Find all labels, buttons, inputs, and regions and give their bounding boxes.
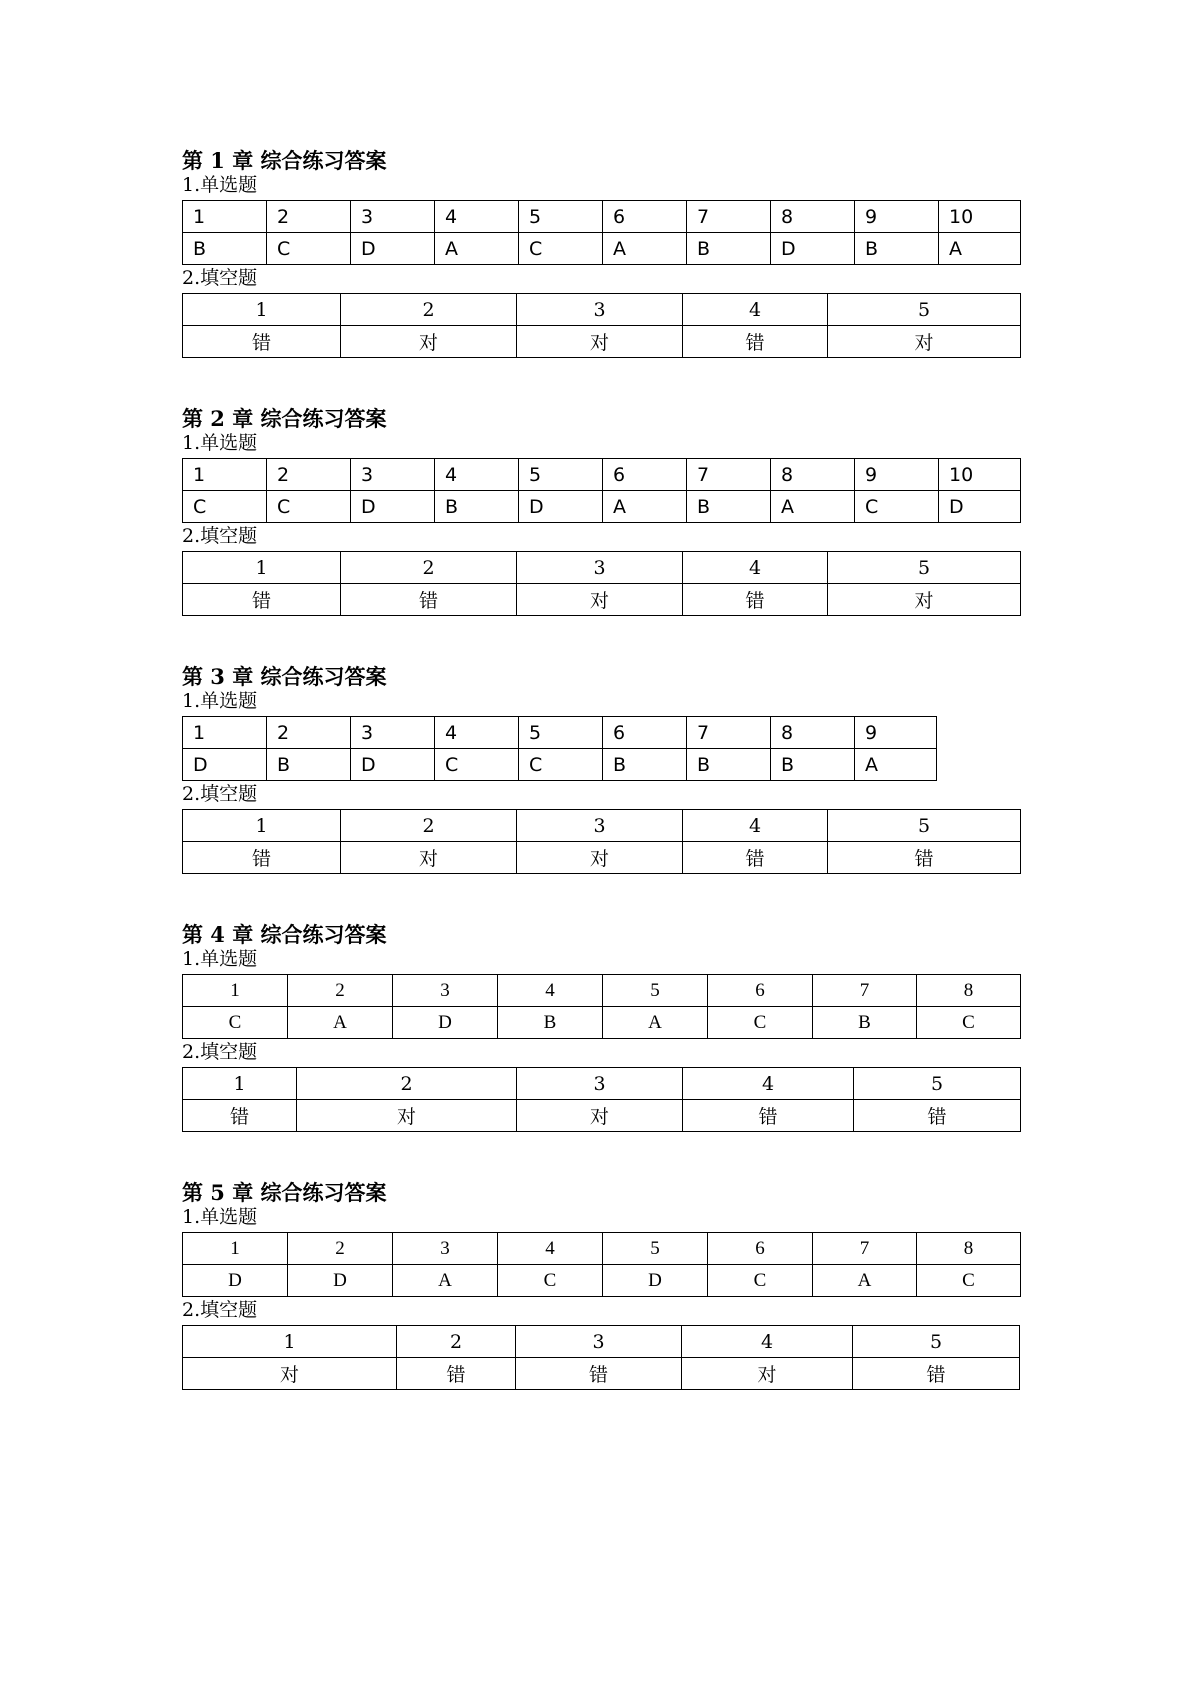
question-number-cell: 1 <box>183 1068 297 1100</box>
question-number-cell: 3 <box>517 294 683 326</box>
fill-blank-table <box>182 293 1021 358</box>
question-number-cell: 3 <box>351 717 435 749</box>
answer-cell: 错 <box>828 842 1021 874</box>
question-number-cell: 7 <box>687 717 771 749</box>
answer-cell: 对 <box>341 842 517 874</box>
question-number-cell: 4 <box>683 1068 854 1100</box>
answer-cell: B <box>687 491 771 523</box>
question-number-cell: 7 <box>687 459 771 491</box>
multiple-choice-table <box>182 1232 1021 1297</box>
question-number-cell: 5 <box>853 1326 1020 1358</box>
question-number-cell: 2 <box>288 975 393 1007</box>
question-number-cell: 2 <box>267 201 351 233</box>
multiple-choice-label: 1.单选题 <box>182 1206 258 1228</box>
fill-blank-table <box>182 1067 1021 1132</box>
answer-cell: 对 <box>517 842 683 874</box>
question-number-cell: 7 <box>813 1233 917 1265</box>
answer-cell: 对 <box>828 584 1021 616</box>
question-number-cell: 2 <box>297 1068 517 1100</box>
answer-cell: 错 <box>854 1100 1021 1132</box>
multiple-choice-table <box>182 200 1021 265</box>
question-number-cell: 1 <box>183 975 288 1007</box>
answer-row <box>183 233 1021 265</box>
chapter-title: 第 4 章 综合练习答案 <box>182 922 387 947</box>
fill-blank-label: 2.填空题 <box>182 267 258 289</box>
chapter-1 <box>182 146 1020 358</box>
answer-row <box>183 491 1021 523</box>
answer-row <box>183 1358 1020 1390</box>
question-number-cell: 3 <box>517 552 683 584</box>
question-number-cell: 6 <box>603 717 687 749</box>
fill-blank-label: 2.填空题 <box>182 525 258 547</box>
question-number-cell: 2 <box>397 1326 516 1358</box>
answer-cell: B <box>183 233 267 265</box>
answer-cell: C <box>855 491 939 523</box>
question-number-cell: 5 <box>828 294 1021 326</box>
answer-cell: A <box>855 749 937 781</box>
question-number-cell: 1 <box>183 1326 397 1358</box>
question-number-cell: 4 <box>498 1233 603 1265</box>
answer-cell: B <box>603 749 687 781</box>
number-row <box>183 552 1021 584</box>
answer-cell: A <box>393 1265 498 1297</box>
question-number-cell: 8 <box>771 459 855 491</box>
question-number-cell: 10 <box>939 201 1021 233</box>
fill-blank-table <box>182 1325 1020 1390</box>
answer-cell: D <box>351 749 435 781</box>
number-row <box>183 717 937 749</box>
question-number-cell: 1 <box>183 1233 288 1265</box>
answer-cell: C <box>519 233 603 265</box>
answer-cell: A <box>603 233 687 265</box>
question-number-cell: 6 <box>603 201 687 233</box>
question-number-cell: 5 <box>603 1233 708 1265</box>
number-row <box>183 201 1021 233</box>
answer-cell: D <box>393 1007 498 1039</box>
answer-cell: A <box>813 1265 917 1297</box>
answer-cell: 对 <box>341 326 517 358</box>
question-number-cell: 4 <box>683 810 828 842</box>
answer-cell: C <box>917 1007 1021 1039</box>
answer-cell: A <box>288 1007 393 1039</box>
answer-row <box>183 842 1021 874</box>
fill-blank-label: 2.填空题 <box>182 1299 258 1321</box>
question-number-cell: 1 <box>183 552 341 584</box>
answer-cell: C <box>519 749 603 781</box>
answer-cell: D <box>603 1265 708 1297</box>
answer-row <box>183 749 937 781</box>
number-row <box>183 1068 1021 1100</box>
answer-cell: 错 <box>341 584 517 616</box>
answer-cell: 错 <box>683 584 828 616</box>
answer-cell: 对 <box>517 326 683 358</box>
number-row <box>183 294 1021 326</box>
question-number-cell: 2 <box>341 294 517 326</box>
multiple-choice-table <box>182 716 937 781</box>
question-number-cell: 5 <box>603 975 708 1007</box>
answer-cell: 错 <box>683 1100 854 1132</box>
multiple-choice-label: 1.单选题 <box>182 174 258 196</box>
answer-cell: D <box>939 491 1021 523</box>
answer-cell: 错 <box>683 326 828 358</box>
answer-cell: B <box>435 491 519 523</box>
question-number-cell: 1 <box>183 459 267 491</box>
answer-cell: B <box>855 233 939 265</box>
question-number-cell: 6 <box>603 459 687 491</box>
question-number-cell: 4 <box>435 201 519 233</box>
question-number-cell: 6 <box>708 1233 813 1265</box>
chapter-2 <box>182 404 1020 616</box>
question-number-cell: 3 <box>393 1233 498 1265</box>
chapter-4 <box>182 920 1020 1132</box>
number-row <box>183 1326 1020 1358</box>
answer-cell: D <box>351 491 435 523</box>
answer-cell: A <box>435 233 519 265</box>
chapter-title: 第 2 章 综合练习答案 <box>182 406 387 431</box>
question-number-cell: 2 <box>288 1233 393 1265</box>
answer-row <box>183 1007 1021 1039</box>
question-number-cell: 10 <box>939 459 1021 491</box>
question-number-cell: 2 <box>267 717 351 749</box>
answer-cell: B <box>687 233 771 265</box>
question-number-cell: 4 <box>683 294 828 326</box>
question-number-cell: 4 <box>683 552 828 584</box>
question-number-cell: 3 <box>516 1326 682 1358</box>
question-number-cell: 3 <box>393 975 498 1007</box>
answer-cell: 错 <box>183 584 341 616</box>
multiple-choice-label: 1.单选题 <box>182 948 258 970</box>
question-number-cell: 8 <box>771 717 855 749</box>
question-number-cell: 6 <box>708 975 813 1007</box>
answer-cell: C <box>498 1265 603 1297</box>
answer-cell: 对 <box>682 1358 853 1390</box>
answer-cell: C <box>708 1265 813 1297</box>
chapter-5 <box>182 1178 1020 1390</box>
answer-cell: A <box>939 233 1021 265</box>
question-number-cell: 2 <box>341 810 517 842</box>
answer-cell: A <box>603 491 687 523</box>
answer-cell: C <box>435 749 519 781</box>
question-number-cell: 8 <box>917 975 1021 1007</box>
answer-cell: C <box>917 1265 1021 1297</box>
question-number-cell: 5 <box>828 810 1021 842</box>
question-number-cell: 1 <box>183 294 341 326</box>
number-row <box>183 975 1021 1007</box>
question-number-cell: 7 <box>687 201 771 233</box>
answer-cell: C <box>708 1007 813 1039</box>
fill-blank-label: 2.填空题 <box>182 1041 258 1063</box>
question-number-cell: 5 <box>854 1068 1021 1100</box>
question-number-cell: 2 <box>341 552 517 584</box>
question-number-cell: 5 <box>828 552 1021 584</box>
fill-blank-table <box>182 551 1021 616</box>
answer-cell: A <box>771 491 855 523</box>
question-number-cell: 3 <box>517 810 683 842</box>
question-number-cell: 5 <box>519 459 603 491</box>
answer-cell: 错 <box>683 842 828 874</box>
question-number-cell: 1 <box>183 201 267 233</box>
answer-cell: D <box>351 233 435 265</box>
chapter-title: 第 5 章 综合练习答案 <box>182 1180 387 1205</box>
answer-row <box>183 1100 1021 1132</box>
answer-cell: B <box>813 1007 917 1039</box>
answer-cell: C <box>183 491 267 523</box>
answer-cell: D <box>183 749 267 781</box>
multiple-choice-table <box>182 974 1021 1039</box>
question-number-cell: 5 <box>519 201 603 233</box>
answer-cell: 错 <box>183 1100 297 1132</box>
question-number-cell: 7 <box>813 975 917 1007</box>
answer-cell: 错 <box>516 1358 682 1390</box>
question-number-cell: 4 <box>435 717 519 749</box>
question-number-cell: 8 <box>771 201 855 233</box>
answer-cell: B <box>771 749 855 781</box>
number-row <box>183 459 1021 491</box>
answer-cell: 错 <box>853 1358 1020 1390</box>
fill-blank-table <box>182 809 1021 874</box>
answer-cell: C <box>183 1007 288 1039</box>
multiple-choice-label: 1.单选题 <box>182 432 258 454</box>
question-number-cell: 9 <box>855 717 937 749</box>
answer-row <box>183 326 1021 358</box>
chapter-3 <box>182 662 1020 874</box>
answer-cell: B <box>267 749 351 781</box>
answer-row <box>183 584 1021 616</box>
answer-cell: 错 <box>183 326 341 358</box>
question-number-cell: 1 <box>183 717 267 749</box>
answer-cell: D <box>183 1265 288 1297</box>
question-number-cell: 3 <box>351 459 435 491</box>
multiple-choice-table <box>182 458 1021 523</box>
question-number-cell: 1 <box>183 810 341 842</box>
number-row <box>183 810 1021 842</box>
answer-cell: D <box>519 491 603 523</box>
answer-cell: C <box>267 491 351 523</box>
question-number-cell: 5 <box>519 717 603 749</box>
chapter-title: 第 3 章 综合练习答案 <box>182 664 387 689</box>
answer-cell: 对 <box>517 1100 683 1132</box>
multiple-choice-label: 1.单选题 <box>182 690 258 712</box>
answer-cell: D <box>771 233 855 265</box>
answer-cell: 错 <box>183 842 341 874</box>
answer-cell: B <box>687 749 771 781</box>
question-number-cell: 9 <box>855 459 939 491</box>
answer-cell: A <box>603 1007 708 1039</box>
question-number-cell: 2 <box>267 459 351 491</box>
number-row <box>183 1233 1021 1265</box>
question-number-cell: 8 <box>917 1233 1021 1265</box>
question-number-cell: 4 <box>498 975 603 1007</box>
answer-cell: 对 <box>517 584 683 616</box>
question-number-cell: 3 <box>351 201 435 233</box>
question-number-cell: 4 <box>682 1326 853 1358</box>
answer-cell: 对 <box>297 1100 517 1132</box>
fill-blank-label: 2.填空题 <box>182 783 258 805</box>
chapter-title: 第 1 章 综合练习答案 <box>182 148 387 173</box>
answer-cell: 错 <box>397 1358 516 1390</box>
answer-cell: B <box>498 1007 603 1039</box>
answer-cell: 对 <box>183 1358 397 1390</box>
answer-cell: C <box>267 233 351 265</box>
question-number-cell: 3 <box>517 1068 683 1100</box>
answer-cell: D <box>288 1265 393 1297</box>
question-number-cell: 9 <box>855 201 939 233</box>
question-number-cell: 4 <box>435 459 519 491</box>
answer-cell: 对 <box>828 326 1021 358</box>
answer-row <box>183 1265 1021 1297</box>
